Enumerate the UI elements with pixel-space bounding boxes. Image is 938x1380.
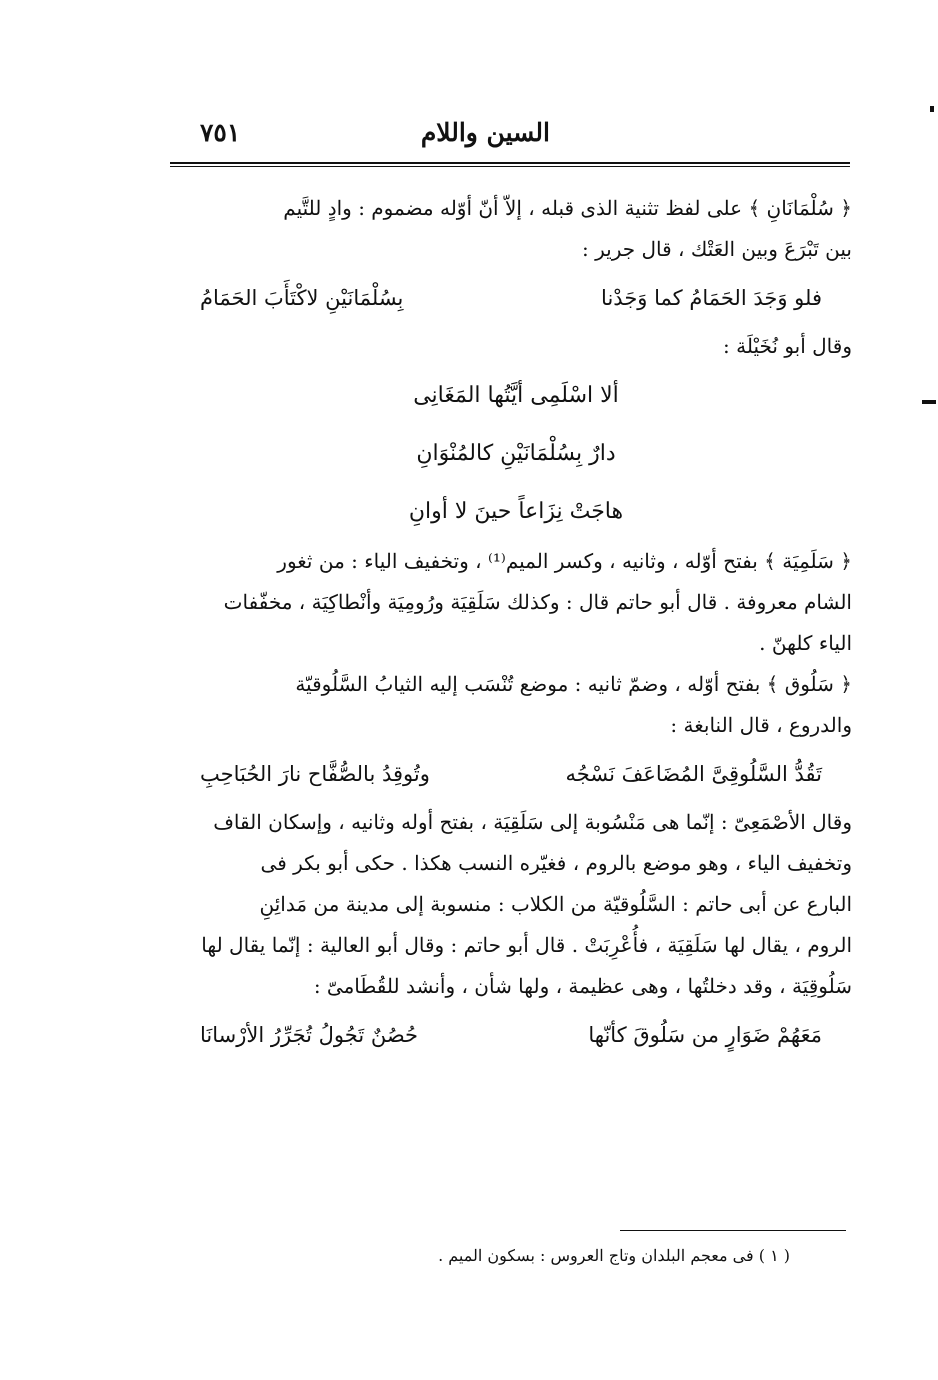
entry-saluq-line-6: الروم ، يقال لها سَلَقِيَة ، فأُعْرِبَتْ . قال أبو حاتم : وقال أبو العالية : إنّما يقال لها	[201, 933, 852, 957]
verse-jarir	[180, 270, 852, 326]
entry-saluq-line-2: والدروع ، قال النابغة :	[670, 713, 852, 737]
entry-saluq-line-1: ﴿ سَلُوق ﴾ بفتح أوّله ، وضمّ ثانيه : موضع تُنْسَب إليه الثيابُ السَّلُوقيّة	[295, 672, 852, 696]
main-text	[180, 188, 852, 1063]
page-header	[170, 110, 850, 160]
entry-sulmanan-line-3: وقال أبو نُخَيْلَة :	[723, 334, 852, 358]
poem-abu-nukhayla-2: دارٌ بِسُلْمَانَيْنِ كالمُنْوَانِ	[416, 441, 616, 466]
entry-salamiya-line-1: ﴿ سَلَمِيَة ﴾ بفتح أوّله ، وثانيه ، وكسر الميم⁽¹⁾ ، وتخفيف الياء : من ثغور	[277, 549, 852, 573]
entry-salamiya-line-3: الياء كلهنّ .	[759, 631, 852, 655]
entry-sulmanan-line-1: ﴿ سُلْمَانَانِ ﴾ على لفظ تثنية الذى قبله ، إلاّ أنّ أوّله مضموم : وادٍ للتَّيم	[283, 196, 852, 220]
verse-qutami	[180, 1007, 852, 1063]
footnote: ( ١ ) فى معجم البلدان وتاج العروس : بسكون الميم .	[438, 1246, 790, 1265]
poem-abu-nukhayla-1: ألا اسْلَمِى أيَّتُها المَغَانِى	[413, 383, 619, 408]
poem-abu-nukhayla-3: هاجَتْ نِزَاعاً حينَ لا أوانِ	[408, 499, 624, 524]
verse-jarir-first-hemistich: فلو وَجَدَ الحَمَامُ كما وَجَدْنا	[601, 286, 822, 310]
entry-saluq-line-5: البارع عن أبى حاتم : السَّلُوقيّة من الكلاب : منسوبة إلى مدينة من مَدائِنِ	[259, 892, 852, 916]
entry-saluq-line-3: وقال الأصْمَعِىّ : إنّما هى مَنْسُوبة إلى سَلَقِيَة ، بفتح أوله وثانيه ، وإسكان القاف	[213, 810, 852, 834]
margin-mark	[922, 400, 936, 404]
header-rule-secondary	[170, 166, 850, 167]
verse-qutami-first-hemistich: مَعَهُمْ ضَوَارٍ من سَلُوقَ كأنّها	[588, 1023, 822, 1047]
verse-jarir-second-hemistich: بِسُلْمَانَيْنِ لاكْتَأَبَ الحَمَامُ	[200, 286, 404, 310]
verse-nabigha	[180, 746, 852, 802]
header-rule	[170, 162, 850, 164]
verse-nabigha-second-hemistich: وتُوقِدُ بالصُّفَّاح نارَ الحُبَاحِبِ	[200, 762, 430, 786]
page-number: ٧٥١	[200, 118, 241, 147]
verse-nabigha-first-hemistich: تَقُدُّ السَّلُوقِىَّ المُضَاعَفَ نَسْجُه	[565, 762, 822, 786]
entry-saluq-line-7: سَلُوقِيَة ، وقد دخلتُها ، وهى عظيمة ، ولها شأن ، وأنشد للقُطَامىّ :	[313, 974, 852, 998]
entry-saluq-line-4: وتخفيف الياء ، وهو موضع بالروم ، فغيّره النسب هكذا . حكى أبو بكر فى	[260, 851, 852, 875]
margin-dot	[930, 106, 934, 112]
entry-sulmanan-line-2: بين تَبْرَعَ وبين العَتْك ، قال جرير :	[582, 237, 852, 261]
running-title: السين واللام	[420, 118, 550, 147]
verse-qutami-second-hemistich: حُصُنٌ تَجُولُ تُجَرِّرُ الأرْسانَا	[200, 1023, 419, 1047]
entry-salamiya-line-2: الشام معروفة . قال أبو حاتم قال : وكذلك سَلَقِيَة ورُومِيَة وأنْطاكِيَة ، مخفّفات	[223, 590, 852, 614]
footnote-rule	[620, 1230, 846, 1231]
